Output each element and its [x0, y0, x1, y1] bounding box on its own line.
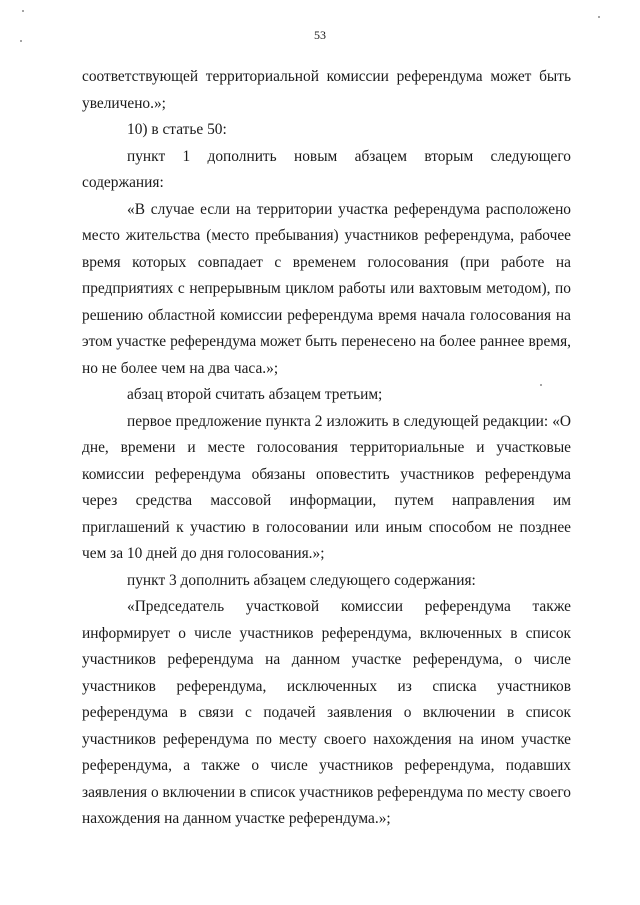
document-body — [82, 64, 571, 833]
paragraph: «В случае если на территории участка референдума расположено место жительства (место пребывания) участников референдума, рабочее время которых совпадает с временем голосования (при работе на предприятиях с непрерывным циклом работы или вахтовым методом), по решению областной комиссии референдума время начала голосования на этом участке референдума может быть перенесено на более раннее время, но не более чем на два часа.»; — [82, 200, 571, 377]
paragraph: первое предложение пункта 2 изложить в следующей редакции: «О дне, времени и месте голосования территориальные и участковые комиссии референдума обязаны оповестить участников референдума через средства массовой информации, путем направления им приглашений к участию в голосовании или иным способом не позднее чем за 10 дней до дня голосования.»; — [82, 412, 571, 562]
paragraph: «Председатель участковой комиссии референдума также информирует о числе участников референдума, включенных в список участников референдума на данном участке референдума, о числе участников референдума, исключенных из списка участников референдума в связи с подачей заявления о включении в список участников референдума по месту своего нахождения на ином участке референдума, а также о числе участников референдума, подавших заявления о включении в список участников референдума по месту своего нахождения на данном участке референдума.»; — [82, 598, 571, 827]
page-number: 53 — [314, 28, 326, 42]
paragraph: пункт 1 дополнить новым абзацем вторым следующего содержания: — [82, 147, 571, 191]
paragraph: соответствующей территориальной комиссии референдума может быть увеличено.»; — [82, 68, 571, 112]
paragraph: абзац второй считать абзацем третьим; — [127, 386, 383, 403]
scan-speck — [598, 16, 600, 18]
paragraph: пункт 3 дополнить абзацем следующего содержания: — [127, 571, 476, 589]
scan-speck — [22, 10, 24, 12]
paragraph: 10) в статье 50: — [127, 121, 227, 138]
